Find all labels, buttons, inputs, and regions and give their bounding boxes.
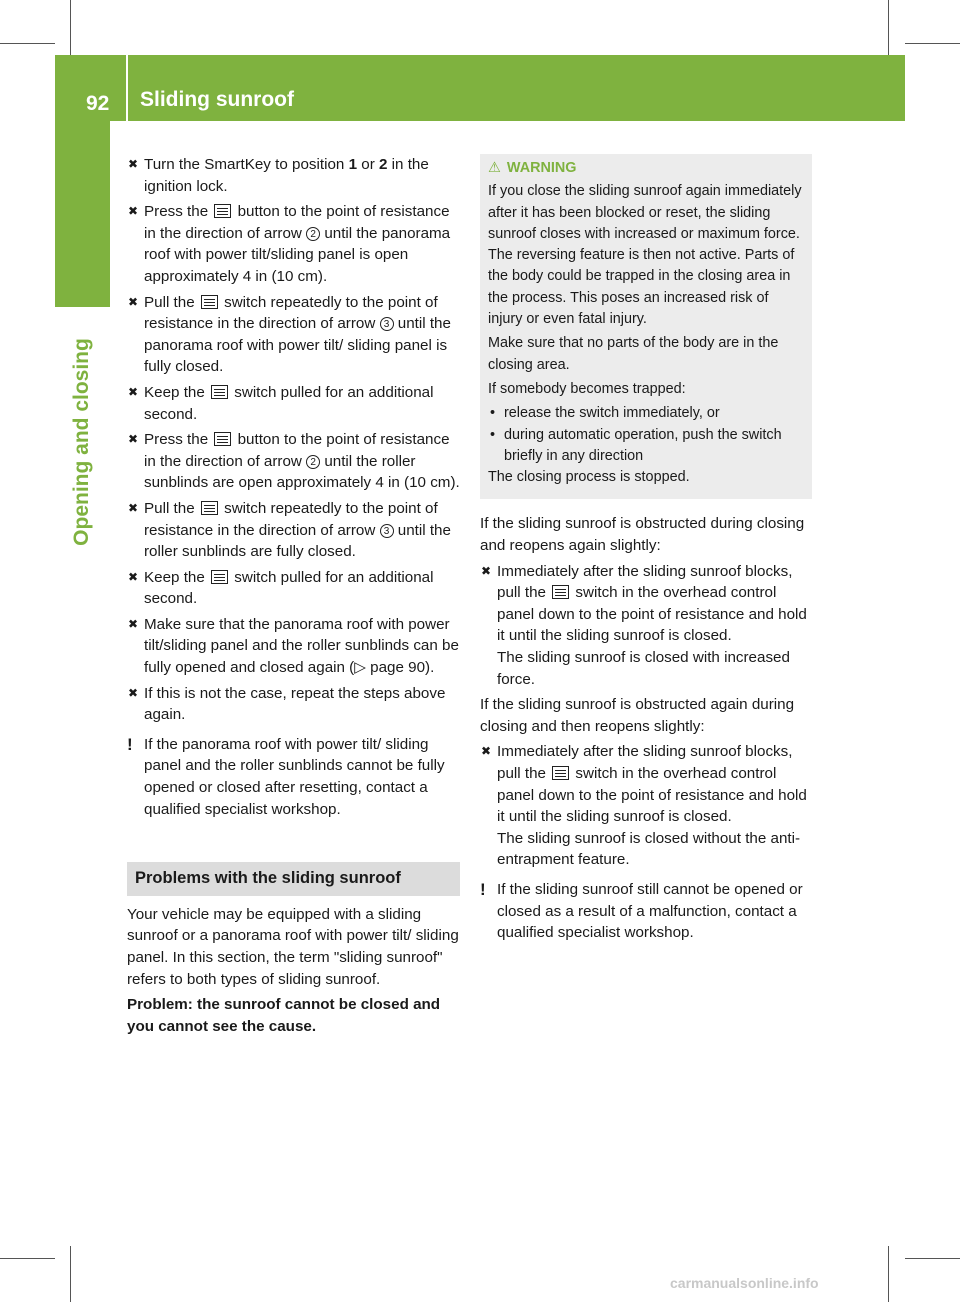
crop-mark: [70, 0, 71, 55]
intro-paragraph: Your vehicle may be equipped with a sliding sunroof or a panorama roof with power tilt/ sliding panel. In this section, the term "sliding sunroof" refers to both types of sliding sunroof.: [127, 905, 459, 988]
arrow-icon: ✖: [128, 500, 139, 515]
instruction-step: [127, 683, 460, 726]
instruction-list: [127, 154, 460, 726]
instruction-step: [480, 561, 812, 691]
warning-text: If you close the sliding sunroof again immediately after it has been blocked or reset, the sliding sunroof closes with increased or maximum force. The reversing feature is then not active. Parts of the body could be trapped in the closing area in the process. This poses an increased risk of injury or even fatal injury.: [488, 183, 802, 328]
page-number: 92: [86, 92, 110, 115]
switch-icon: [211, 385, 228, 399]
step-text: Make sure that the panorama roof with power tilt/sliding panel and the roller sunblinds can be fully opened and closed again (▷ page 90).: [144, 615, 459, 677]
step-result: The sliding sunroof is closed with increased force.: [497, 649, 790, 688]
section-title: Sliding sunroof: [140, 88, 294, 111]
arrow-number-icon: 3: [380, 317, 394, 331]
caution-icon: !: [127, 734, 133, 754]
crop-mark: [905, 43, 960, 44]
arrow-number-icon: 3: [380, 524, 394, 538]
arrow-icon: ✖: [128, 616, 139, 631]
arrow-icon: ✖: [128, 294, 139, 309]
warning-bullet: • during automatic operation, push the switch briefly in any direction: [490, 426, 782, 464]
instruction-step: [127, 154, 460, 197]
crop-mark: [0, 43, 55, 44]
instruction-step: [127, 292, 460, 378]
chapter-tab: [55, 121, 110, 307]
warning-title: ⚠ WARNING: [488, 160, 577, 176]
instruction-step: [480, 741, 812, 871]
instruction-step: [127, 382, 460, 425]
header-divider: [126, 55, 128, 121]
switch-icon: [211, 570, 228, 584]
step-text: Turn the SmartKey to position 1 or 2 in the ignition lock.: [144, 156, 429, 195]
switch-icon: [552, 585, 569, 599]
step-text: Press the button to the point of resistance in the direction of arrow 2 until the roller sunblinds are open approximately 4 in (10 cm).: [144, 431, 460, 492]
step-result: The sliding sunroof is closed without the anti-entrapment feature.: [497, 829, 801, 869]
arrow-icon: ✖: [481, 563, 492, 578]
arrow-icon: ✖: [128, 204, 139, 219]
warning-text: Make sure that no parts of the body are in the closing area.: [488, 335, 779, 373]
instruction-step: [127, 498, 460, 563]
step-text: Pull the switch repeatedly to the point of resistance in the direction of arrow 3 until the panorama roof with power tilt/ sliding panel is fully closed.: [144, 293, 451, 376]
step-text: Immediately after the sliding sunroof blocks, pull the switch in the overhead control panel down to the point of resistance and hold it until the sliding sunroof is closed.: [497, 743, 807, 826]
step-text: Immediately after the sliding sunroof blocks, pull the switch in the overhead control panel down to the point of resistance and hold it until the sliding sunroof is closed.: [497, 562, 807, 645]
instruction-step: [127, 201, 460, 287]
crop-mark: [70, 1246, 71, 1302]
arrow-icon: ✖: [128, 384, 139, 399]
note: [127, 734, 460, 820]
step-text: Press the button to the point of resistance in the direction of arrow 2 until the panorama roof with power tilt/sliding panel is open approximately 4 in (10 cm).: [144, 203, 451, 285]
step-text: Pull the switch repeatedly to the point of resistance in the direction of arrow 3 until the roller sunblinds are fully closed.: [144, 499, 451, 561]
instruction-step: [127, 567, 460, 610]
crop-mark: [0, 1258, 55, 1259]
watermark: carmanualsonline.info: [670, 1275, 819, 1291]
crop-mark: [905, 1258, 960, 1259]
warning-bullet: • release the switch immediately, or: [490, 405, 720, 422]
switch-icon: [214, 204, 231, 218]
left-column: [127, 154, 460, 1041]
arrow-icon: ✖: [481, 744, 492, 759]
crop-mark: [888, 1246, 889, 1302]
switch-icon: [201, 295, 218, 309]
step-text: Keep the switch pulled for an additional second.: [144, 568, 434, 608]
note-text: If the panorama roof with power tilt/ sliding panel and the roller sunblinds cannot be fully opened or closed after resetting, contact a qualified specialist workshop.: [144, 735, 445, 818]
step-text: If this is not the case, repeat the steps above again.: [144, 684, 446, 724]
warning-box: [480, 154, 812, 499]
instruction-step: [127, 614, 460, 679]
step-text: Keep the switch pulled for an additional second.: [144, 383, 434, 423]
switch-icon: [201, 501, 218, 515]
warning-text: The closing process is stopped.: [488, 469, 690, 486]
note-text: If the sliding sunroof still cannot be opened or closed as a result of a malfunction, contact a qualified specialist workshop.: [497, 880, 803, 942]
problem-label: Problem: the sunroof cannot be closed and you cannot see the cause.: [127, 996, 441, 1035]
paragraph: If the sliding sunroof is obstructed again during closing and then reopens slightly:: [480, 696, 795, 735]
arrow-icon: ✖: [128, 157, 139, 171]
switch-icon: [214, 432, 231, 446]
warning-icon: ⚠: [488, 160, 501, 176]
chapter-title: Opening and closing: [70, 338, 93, 546]
instruction-step: [127, 429, 460, 494]
paragraph: If the sliding sunroof is obstructed during closing and reopens again slightly:: [480, 515, 805, 555]
arrow-number-icon: 2: [306, 227, 320, 241]
arrow-number-icon: 2: [306, 455, 320, 469]
arrow-icon: ✖: [128, 569, 139, 584]
switch-icon: [552, 766, 569, 780]
crop-mark: [888, 0, 889, 55]
right-column: [480, 154, 812, 944]
arrow-icon: ✖: [128, 432, 139, 447]
note: [480, 879, 812, 944]
section-heading: Problems with the sliding sunroof: [127, 862, 460, 896]
caution-icon: !: [480, 879, 486, 899]
arrow-icon: ✖: [128, 685, 139, 700]
warning-text: If somebody becomes trapped:: [488, 380, 686, 397]
